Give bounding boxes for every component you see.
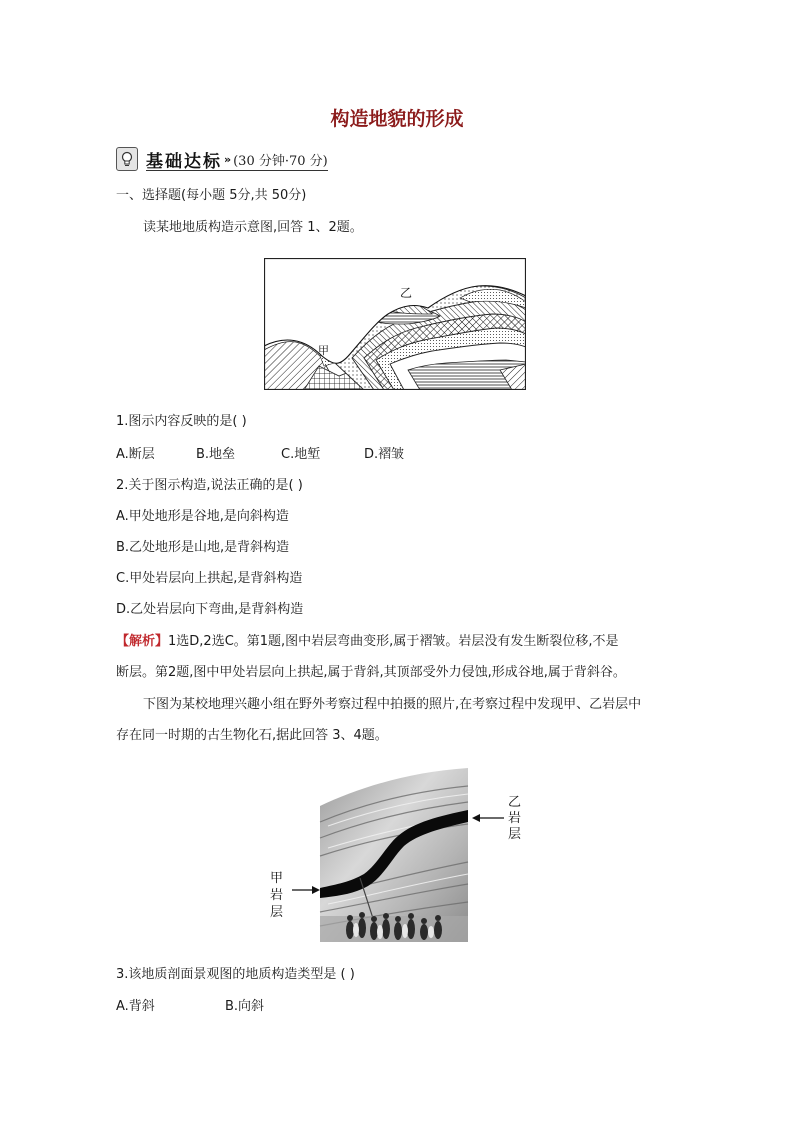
label-yi-1: 乙: [508, 795, 522, 810]
analysis-line-2: 断层。第2题,图中甲处岩层向上拱起,属于背斜,其顶部受外力侵蚀,形成谷地,属于背斜谷。: [116, 665, 626, 680]
page-title: 构造地貌的形成: [330, 108, 464, 130]
q3-stem: 3.该地质剖面景观图的地质构造类型是 ( ): [116, 967, 355, 982]
label-yi-3: 层: [508, 827, 522, 842]
label-yi: 乙: [400, 286, 413, 300]
intro-text-1: 读某地地质构造示意图,回答 1、2题。: [143, 220, 363, 235]
lightbulb-icon: [116, 147, 138, 171]
q1-option-c: C.地堑: [281, 447, 321, 462]
banner-underline: [146, 170, 328, 171]
intro-text-2-line-2: 存在同一时期的古生物化石,据此回答 3、4题。: [116, 728, 388, 743]
q2-option-c: C.甲处岩层向上拱起,是背斜构造: [116, 571, 303, 586]
analysis-tag: 【解析】: [116, 634, 169, 649]
q1-option-b: B.地垒: [196, 447, 236, 462]
q2-option-d: D.乙处岩层向下弯曲,是背斜构造: [116, 602, 304, 617]
section-heading: 一、选择题(每小题 5分,共 50分): [116, 188, 307, 203]
intro-text-2-line-1: 下图为某校地理兴趣小组在野外考察过程中拍摄的照片,在考察过程中发现甲、乙岩层中: [143, 697, 642, 712]
q3-option-b: B.向斜: [225, 999, 265, 1014]
q1-stem: 1.图示内容反映的是( ): [116, 414, 247, 429]
banner-time: (30 分钟·70 分): [233, 153, 328, 169]
label-jia-2: 岩: [270, 888, 284, 903]
rock-strata-photo: [268, 766, 528, 942]
banner-label: 基础达标: [146, 151, 222, 172]
label-jia-1: 甲: [270, 871, 284, 886]
q2-option-a: A.甲处地形是谷地,是向斜构造: [116, 509, 289, 524]
q1-option-d: D.褶皱: [364, 447, 405, 462]
q1-option-a: A.断层: [116, 447, 155, 462]
label-yi-2: 岩: [508, 811, 522, 826]
section-banner: [116, 146, 328, 172]
label-jia-3: 层: [270, 905, 284, 920]
q3-option-a: A.背斜: [116, 999, 155, 1014]
geologic-structure-diagram: [264, 258, 526, 390]
analysis-line-1: [116, 632, 618, 652]
banner-arrows: »: [224, 152, 232, 166]
q2-stem: 2.关于图示构造,说法正确的是( ): [116, 478, 303, 493]
analysis-text-1: 1选D,2选C。第1题,图中岩层弯曲变形,属于褶皱。岩层没有发生断裂位移,不是: [168, 634, 619, 649]
label-jia: 甲: [318, 344, 329, 357]
q2-option-b: B.乙处地形是山地,是背斜构造: [116, 540, 290, 555]
